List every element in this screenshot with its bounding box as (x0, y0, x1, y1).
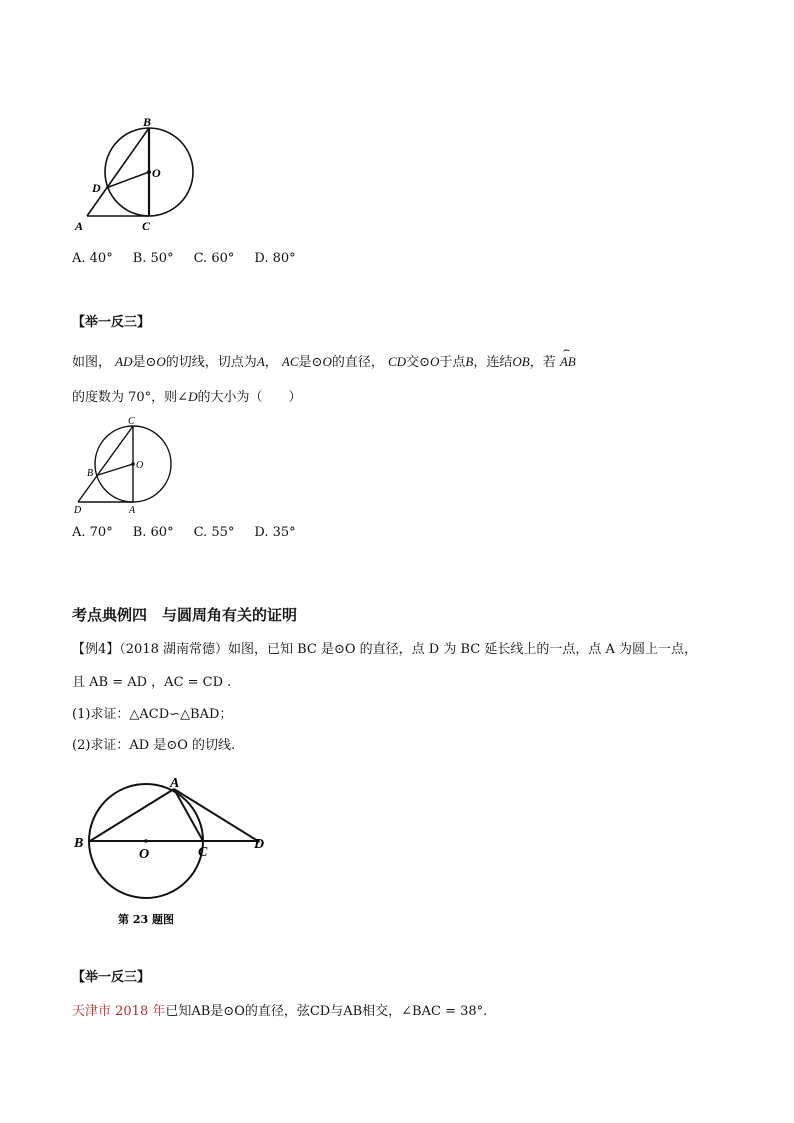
label-A: A (170, 776, 180, 791)
option-c[interactable]: C. 60° (193, 251, 235, 266)
source-tag: 天津市 2018 年 (72, 1004, 166, 1019)
label-B: B (74, 836, 84, 851)
option-c[interactable]: C. 55° (193, 525, 235, 540)
section-title: 考点典例四 与圆周角有关的证明 (72, 606, 298, 624)
label-B: B (87, 468, 94, 479)
option-d[interactable]: D. 35° (254, 525, 296, 540)
practice3-line1: 如图， AD是⊙O的切线，切点为A， AC是⊙O的直径， CD交⊙O于点B，连结OB，若 ⌢ AB (72, 352, 576, 373)
figure-1-circle-tangent (70, 110, 210, 240)
figure-caption: 第 23 题图 (118, 913, 174, 926)
label-D: D (92, 181, 101, 195)
label-C: C (198, 845, 208, 860)
figure-2-circle-tangent (70, 412, 180, 517)
practice4-line: 天津市 2018 年已知AB是⊙O的直径，弦CD与AB相交，∠BAC = 38°. (72, 1004, 488, 1019)
label-C: C (142, 219, 151, 233)
practice4-heading: 【举一反三】 (72, 970, 151, 985)
practice3-line2: 的度数为 70°，则∠D的大小为（ ） (72, 389, 302, 405)
example4-line2: 且 AB = AD ，AC = CD . (72, 675, 232, 690)
example4-line1: 【例4】（2018 湖南常德）如图，已知 BC 是⊙O 的直径，点 D 为 BC 延长线上的一点，点 A 为圆上一点， (72, 642, 698, 657)
label-A: A (75, 219, 84, 233)
label-O: O (139, 847, 150, 862)
example4-line3: (1)求证：△ACD∽△BAD； (72, 707, 233, 722)
label-O: O (136, 460, 144, 471)
label-O: O (152, 166, 161, 180)
label-C: C (128, 416, 135, 427)
option-d[interactable]: D. 80° (254, 251, 296, 266)
q1-options (72, 249, 316, 269)
arc-mark: ⌢ (562, 343, 571, 356)
example4-line4: (2)求证：AD 是⊙O 的切线. (72, 738, 236, 753)
option-b[interactable]: B. 60° (132, 525, 174, 540)
label-D: D (254, 837, 265, 852)
label-D: D (74, 505, 82, 516)
figure-3-circle-proof (70, 775, 280, 930)
option-a[interactable]: A. 70° (72, 525, 113, 540)
label-B: B (143, 115, 152, 129)
q2-options (72, 523, 316, 543)
practice3-heading: 【举一反三】 (72, 315, 151, 330)
option-a[interactable]: A. 40° (72, 251, 113, 266)
label-A: A (129, 505, 136, 516)
option-b[interactable]: B. 50° (132, 251, 174, 266)
